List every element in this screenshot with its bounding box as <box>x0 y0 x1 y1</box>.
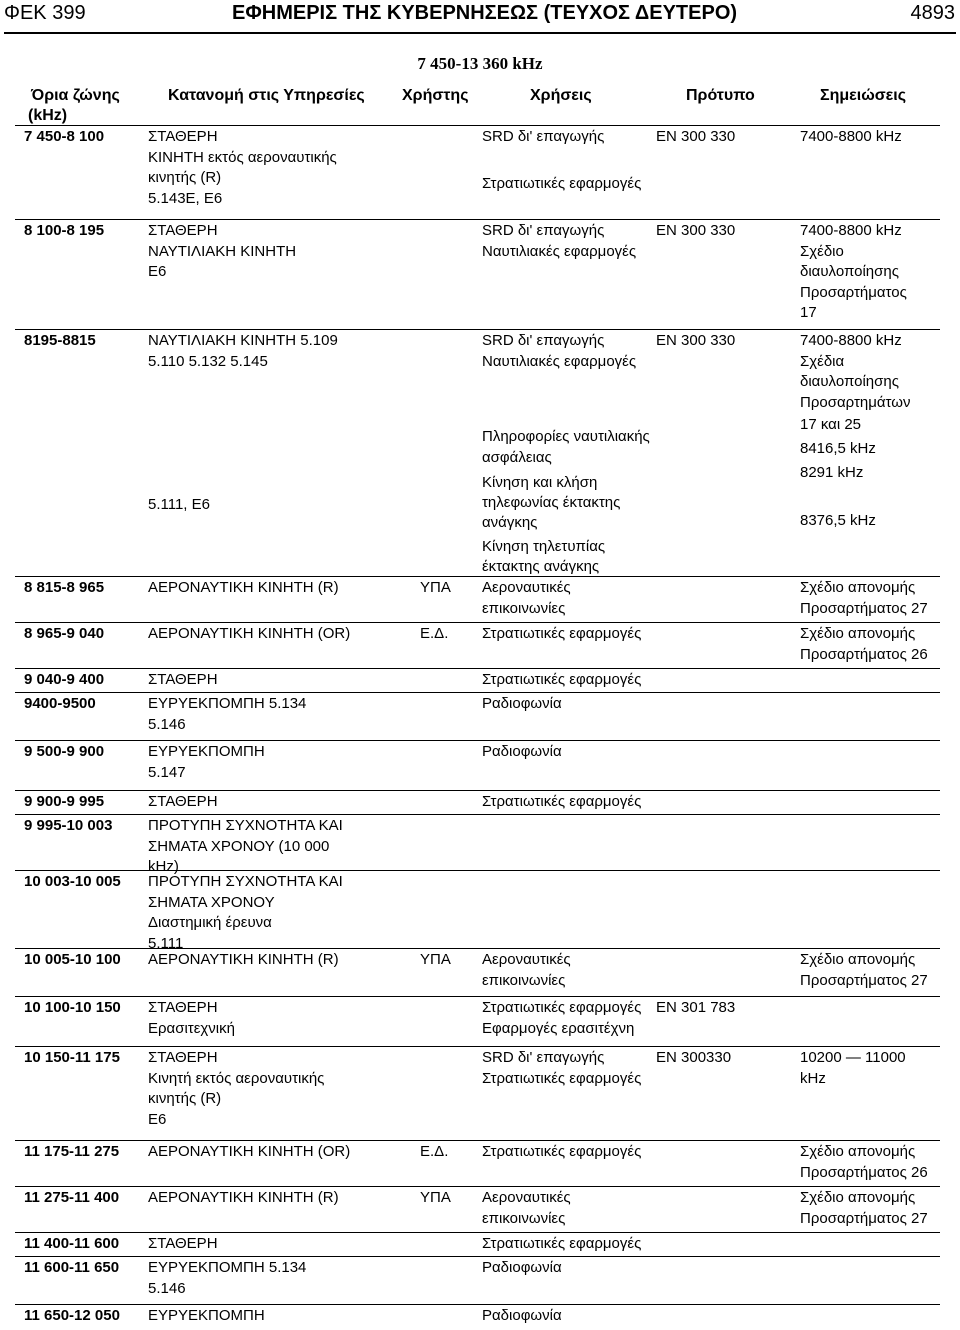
allocation-cell: ΑΕΡΟΝΑΥΤΙΚΗ ΚΙΝΗΤΗ (OR) <box>148 625 351 642</box>
row-divider <box>15 814 940 815</box>
allocation-cell: ΕΥΡΥΕΚΠΟΜΠΗ 5.134 <box>148 695 307 712</box>
uses-cell: Στρατιωτικές εφαρμογές <box>482 625 642 642</box>
row-divider <box>15 125 940 126</box>
gazette-issue: ΦΕΚ 399 <box>4 2 86 24</box>
col-standard: Πρότυπο <box>686 87 755 104</box>
allocation-cell: ΕΥΡΥΕΚΠΟΜΠΗ <box>148 743 265 760</box>
notes-cell: 8416,5 kHz <box>800 440 876 457</box>
row-divider <box>15 668 940 669</box>
allocation-cell: Διαστημική έρευνα <box>148 914 272 931</box>
notes-cell: 7400-8800 kHz <box>800 222 902 239</box>
notes-cell: Σχέδιο απονομής <box>800 625 916 642</box>
allocation-cell: ΝΑΥΤΙΛΙΑΚΗ ΚΙΝΗΤΗ <box>148 242 297 260</box>
allocation-cell: 5.111, E6 <box>148 496 210 513</box>
band-range: 7 450-8 100 <box>24 128 105 145</box>
row-divider <box>15 1046 940 1047</box>
notes-cell: Προσαρτημάτων <box>800 393 911 411</box>
band-range: 11 400-11 600 <box>24 1235 120 1252</box>
uses-cell: ανάγκης <box>482 514 538 531</box>
allocation-cell: 5.111 <box>148 934 184 952</box>
notes-cell: Σχέδιο απονομής <box>800 1143 916 1160</box>
uses-cell: Στρατιωτικές εφαρμογές <box>482 671 642 688</box>
row-divider <box>15 996 940 997</box>
allocation-cell: ΕΥΡΥΕΚΠΟΜΠΗ <box>148 1307 265 1324</box>
allocation-cell: Κινητή εκτός αεροναυτικής <box>148 1069 325 1087</box>
allocation-cell: ΣΗΜΑΤΑ ΧΡΟΝΟΥ <box>148 893 275 911</box>
allocation-cell: ΑΕΡΟΝΑΥΤΙΚΗ ΚΙΝΗΤΗ (R) <box>148 579 339 596</box>
allocation-cell: E6 <box>148 1110 167 1128</box>
allocation-cell: E6 <box>148 263 167 280</box>
row-divider <box>15 1140 940 1141</box>
allocation-cell: Ερασιτεχνική <box>148 1019 235 1037</box>
allocation-cell: ΝΑΥΤΙΛΙΑΚΗ ΚΙΝΗΤΗ 5.109 <box>148 332 338 349</box>
band-range: 10 005-10 100 <box>24 951 121 968</box>
band-title: 7 450-13 360 kHz <box>417 54 543 73</box>
page-number: 4893 <box>910 2 955 24</box>
col-limits: Όρια ζώνης <box>31 87 120 104</box>
uses-cell: τηλεφωνίας έκτακτης <box>482 494 621 511</box>
notes-cell: Σχέδιο <box>800 242 844 260</box>
uses-cell: Κίνηση και κλήση <box>482 474 598 491</box>
uses-cell: έκτακτης ανάγκης <box>482 558 600 575</box>
band-range: 11 275-11 400 <box>24 1189 120 1206</box>
band-range: 9 900-9 995 <box>24 793 105 810</box>
col-uses: Χρήσεις <box>530 87 592 104</box>
row-divider <box>15 329 940 330</box>
uses-cell: Ραδιοφωνία <box>482 1307 562 1324</box>
allocation-cell: 5.110 5.132 5.145 <box>148 352 268 370</box>
allocation-cell: ΑΕΡΟΝΑΥΤΙΚΗ ΚΙΝΗΤΗ (OR) <box>148 1143 351 1160</box>
uses-cell: Ραδιοφωνία <box>482 1259 562 1276</box>
standard-cell: EN 301 783 <box>656 999 736 1016</box>
notes-cell: Προσαρτήματος 27 <box>800 599 928 617</box>
page-header <box>0 0 960 30</box>
user-cell: Ε.Δ. <box>420 625 449 642</box>
user-cell: ΥΠΑ <box>420 579 451 596</box>
uses-cell: Ναυτιλιακές εφαρμογές <box>482 242 637 260</box>
uses-cell: SRD δι' επαγωγής <box>482 128 605 145</box>
uses-cell: ασφάλειας <box>482 449 552 466</box>
notes-cell: Προσαρτήματος 27 <box>800 1209 928 1227</box>
notes-cell: Προσαρτήματος <box>800 283 907 301</box>
notes-cell: 17 και 25 <box>800 416 862 433</box>
row-divider <box>15 692 940 693</box>
allocation-cell: κινητής (R) <box>148 1090 222 1107</box>
uses-cell: Αεροναυτικές <box>482 951 571 968</box>
col-allocation: Κατανομή στις Υπηρεσίες <box>168 87 365 104</box>
band-range: 10 150-11 175 <box>24 1049 120 1066</box>
notes-cell: Προσαρτήματος 27 <box>800 971 928 989</box>
band-range: 8195-8815 <box>24 332 96 349</box>
notes-cell: Σχέδιο απονομής <box>800 579 916 596</box>
standard-cell: EN 300 330 <box>656 332 736 349</box>
allocation-cell: 5.147 <box>148 763 186 781</box>
uses-cell: Στρατιωτικές εφαρμογές <box>482 175 642 192</box>
notes-cell: Προσαρτήματος 26 <box>800 645 928 663</box>
notes-cell: 8376,5 kHz <box>800 512 876 529</box>
col-notes: Σημειώσεις <box>820 87 907 104</box>
band-range: 8 100-8 195 <box>24 222 105 239</box>
row-divider <box>15 1256 940 1257</box>
allocation-cell: ΣΗΜΑΤΑ ΧΡΟΝΟΥ (10 000 <box>148 837 330 855</box>
row-divider <box>15 219 940 220</box>
band-range: 8 965-9 040 <box>24 625 105 642</box>
notes-cell: 7400-8800 kHz <box>800 332 902 349</box>
allocation-cell: ΣΤΑΘΕΡΗ <box>148 1235 218 1252</box>
col-user: Χρήστης <box>402 87 469 104</box>
uses-cell: Ραδιοφωνία <box>482 695 562 712</box>
allocation-cell: κινητής (R) <box>148 169 222 186</box>
notes-cell: Σχέδιο απονομής <box>800 951 916 968</box>
allocation-cell: ΣΤΑΘΕΡΗ <box>148 1049 218 1066</box>
band-range: 9 500-9 900 <box>24 743 105 760</box>
user-cell: ΥΠΑ <box>420 951 451 968</box>
gazette-title: ΕΦΗΜΕΡΙΣ ΤΗΣ ΚΥΒΕΡΝΗΣΕΩΣ (ΤΕΥΧΟΣ ΔΕΥΤΕΡΟ) <box>232 2 738 24</box>
band-range: 10 003-10 005 <box>24 873 121 890</box>
allocation-cell: ΣΤΑΘΕΡΗ <box>148 671 218 688</box>
band-range: 8 815-8 965 <box>24 579 105 596</box>
allocation-cell: ΕΥΡΥΕΚΠΟΜΠΗ 5.134 <box>148 1259 307 1276</box>
uses-cell: Ραδιοφωνία <box>482 743 562 760</box>
allocation-cell: 5.146 <box>148 715 186 733</box>
allocation-cell: ΣΤΑΘΕΡΗ <box>148 999 218 1016</box>
notes-cell: Σχέδιο απονομής <box>800 1189 916 1206</box>
uses-cell: SRD δι' επαγωγής <box>482 1049 605 1066</box>
uses-cell: Ναυτιλιακές εφαρμογές <box>482 352 637 370</box>
notes-cell: 7400-8800 kHz <box>800 128 902 145</box>
uses-cell: επικοινωνίες <box>482 971 566 989</box>
notes-cell: διαυλοποίησης <box>800 373 899 390</box>
allocation-cell: ΑΕΡΟΝΑΥΤΙΚΗ ΚΙΝΗΤΗ (R) <box>148 1189 339 1206</box>
allocation-cell: ΠΡΟΤΥΠΗ ΣΥΧΝΟΤΗΤΑ ΚΑΙ <box>148 817 343 834</box>
standard-cell: EN 300 330 <box>656 128 736 145</box>
row-divider <box>15 790 940 791</box>
notes-cell: 10200 — 11000 <box>800 1049 906 1066</box>
user-cell: Ε.Δ. <box>420 1143 449 1160</box>
allocation-cell: kHz) <box>148 858 179 875</box>
uses-cell: SRD δι' επαγωγής <box>482 222 605 239</box>
standard-cell: EN 300330 <box>656 1049 732 1066</box>
notes-cell: διαυλοποίησης <box>800 263 899 280</box>
allocation-cell: 5.146 <box>148 1279 186 1297</box>
row-divider <box>15 1304 940 1305</box>
allocation-cell: ΠΡΟΤΥΠΗ ΣΥΧΝΟΤΗΤΑ ΚΑΙ <box>148 873 343 890</box>
row-divider <box>15 576 940 577</box>
allocation-cell: ΣΤΑΘΕΡΗ <box>148 793 218 810</box>
uses-cell: επικοινωνίες <box>482 599 566 617</box>
band-range: 9 995-10 003 <box>24 817 113 834</box>
uses-cell: επικοινωνίες <box>482 1209 566 1227</box>
row-divider <box>15 1186 940 1187</box>
uses-cell: Πληροφορίες ναυτιλιακής <box>482 428 650 445</box>
allocation-cell: ΣΤΑΘΕΡΗ <box>148 222 218 239</box>
allocation-cell: ΣΤΑΘΕΡΗ <box>148 128 218 145</box>
uses-cell: Εφαρμογές ερασιτέχνη <box>482 1019 635 1037</box>
uses-cell: Στρατιωτικές εφαρμογές <box>482 793 642 810</box>
uses-cell: Στρατιωτικές εφαρμογές <box>482 999 642 1016</box>
band-range: 11 600-11 650 <box>24 1259 120 1276</box>
user-cell: ΥΠΑ <box>420 1189 451 1206</box>
uses-cell: Στρατιωτικές εφαρμογές <box>482 1069 642 1087</box>
allocation-cell: ΚΙΝΗΤΗ εκτός αεροναυτικής <box>148 148 337 166</box>
uses-cell: SRD δι' επαγωγής <box>482 332 605 349</box>
band-range: 9400-9500 <box>24 695 96 712</box>
notes-cell: 17 <box>800 304 817 321</box>
notes-cell: 8291 kHz <box>800 464 864 481</box>
row-divider <box>15 1232 940 1233</box>
band-range: 11 650-12 050 <box>24 1307 120 1324</box>
notes-cell: kHz <box>800 1069 826 1087</box>
band-range: 10 100-10 150 <box>24 999 121 1016</box>
uses-cell: Κίνηση τηλετυπίας <box>482 538 606 555</box>
allocation-cell: ΑΕΡΟΝΑΥΤΙΚΗ ΚΙΝΗΤΗ (R) <box>148 951 339 968</box>
col-limits-unit: (kHz) <box>28 107 68 124</box>
uses-cell: Στρατιωτικές εφαρμογές <box>482 1235 642 1252</box>
uses-cell: Στρατιωτικές εφαρμογές <box>482 1143 642 1160</box>
notes-cell: Σχέδια <box>800 352 845 370</box>
row-divider <box>15 622 940 623</box>
uses-cell: Αεροναυτικές <box>482 1189 571 1206</box>
band-range: 11 175-11 275 <box>24 1143 120 1160</box>
row-divider <box>15 740 940 741</box>
notes-cell: Προσαρτήματος 26 <box>800 1163 928 1181</box>
header-rule <box>4 32 956 34</box>
standard-cell: EN 300 330 <box>656 222 736 239</box>
allocation-cell: 5.143E, E6 <box>148 189 223 207</box>
band-range: 9 040-9 400 <box>24 671 105 688</box>
uses-cell: Αεροναυτικές <box>482 579 571 596</box>
